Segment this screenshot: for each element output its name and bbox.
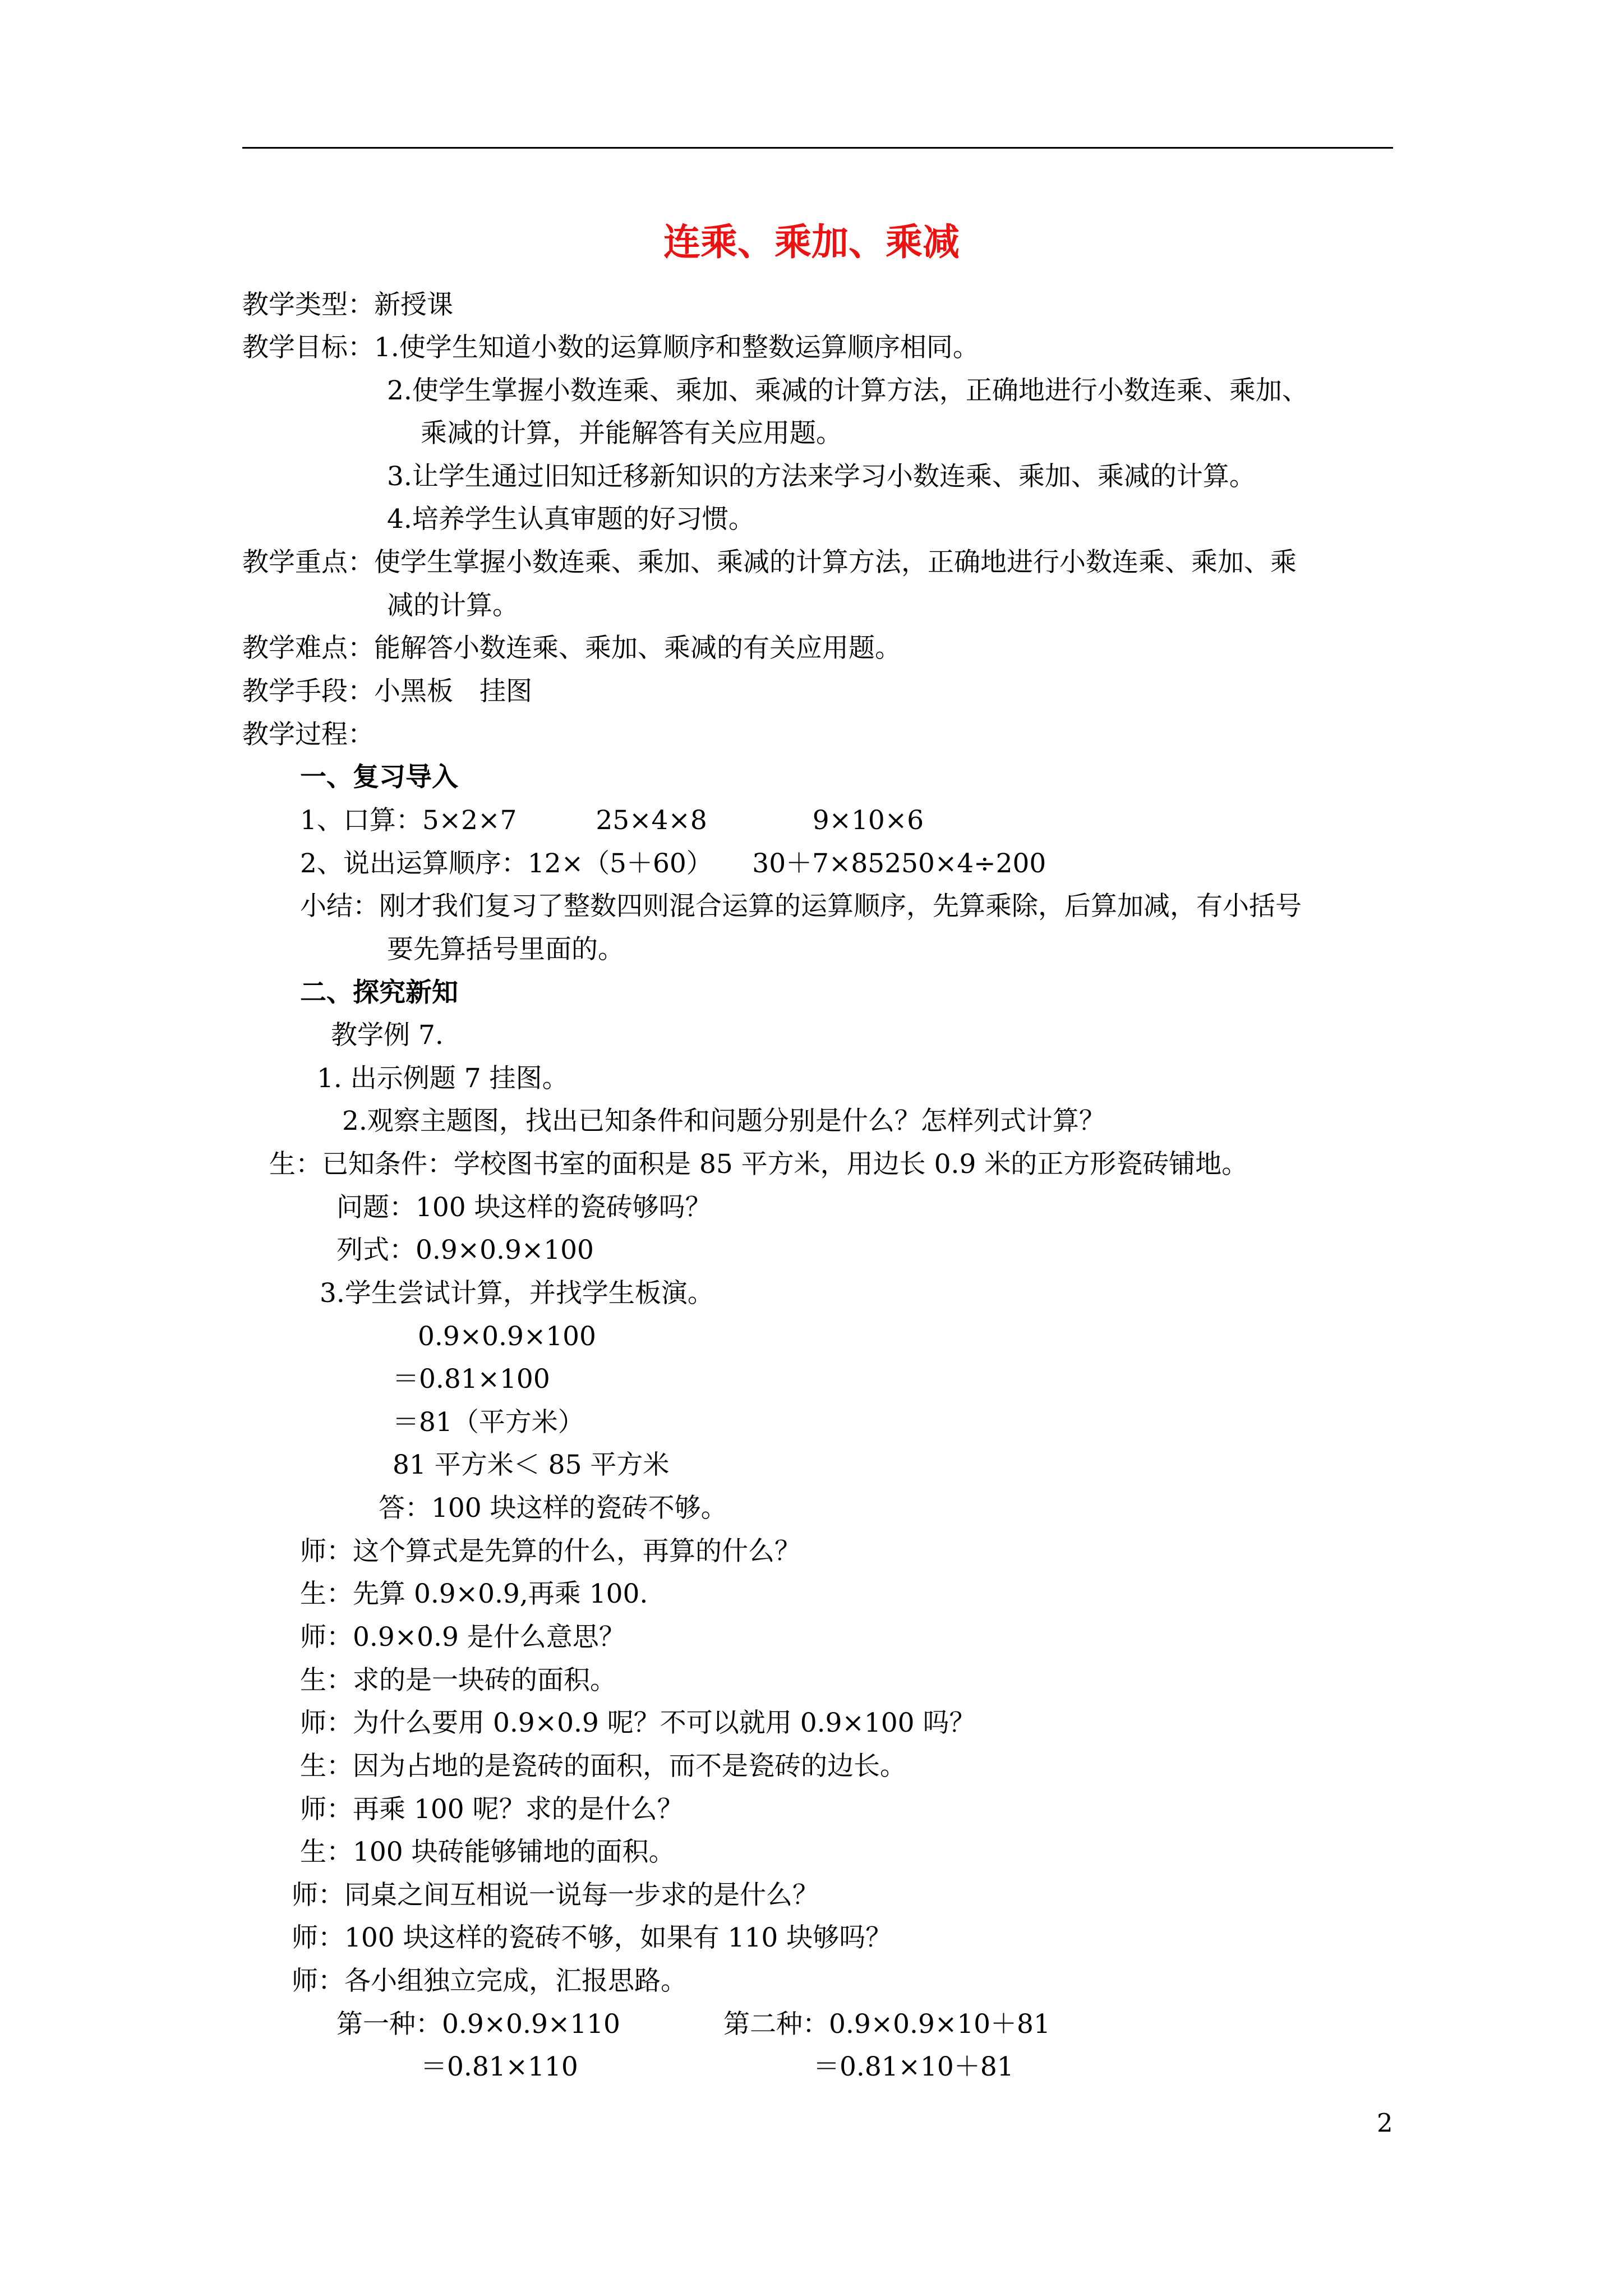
dialog-9: 师：同桌之间互相说一说每一步求的是什么？ xyxy=(292,1880,819,1911)
step-1: 1. 出示例题 7 挂图。 xyxy=(317,1063,569,1094)
summary: 小结：刚才我们复习了整数四则混合运算的运算顺序，先算乘除，后算加减，有小括号 xyxy=(300,891,1302,922)
header-rule xyxy=(242,147,1393,149)
teaching-process: 教学过程： xyxy=(242,719,374,750)
calc-line-3: ＝81（平方米） xyxy=(393,1407,584,1438)
known-condition: 生：已知条件：学校图书室的面积是 85 平方米，用边长 0.9 米的正方形瓷砖铺地。 xyxy=(269,1149,1248,1180)
dialog-10: 师：100 块这样的瓷砖不够，如果有 110 块够吗？ xyxy=(292,1922,892,1953)
summary-cont: 要先算括号里面的。 xyxy=(387,934,624,965)
question: 问题：100 块这样的瓷砖够吗？ xyxy=(336,1192,712,1223)
dialog-1: 师：这个算式是先算的什么，再算的什么？ xyxy=(300,1536,801,1567)
key-point: 教学重点：使学生掌握小数连乘、乘加、乘减的计算方法，正确地进行小数连乘、乘加、乘 xyxy=(242,547,1297,578)
method-2: 第二种：0.9×0.9×10＋81 xyxy=(723,2009,1050,2040)
key-point-cont: 减的计算。 xyxy=(387,590,519,621)
teaching-type: 教学类型：新授课 xyxy=(242,289,453,320)
dialog-8: 生：100 块砖能够铺地的面积。 xyxy=(300,1837,675,1867)
review-order: 2、说出运算顺序：12×（5＋60） 30＋7×85250×4÷200 xyxy=(300,848,1046,879)
section-explore: 二、探究新知 xyxy=(300,977,458,1008)
dialog-4: 生：求的是一块砖的面积。 xyxy=(300,1665,616,1696)
teaching-means: 教学手段：小黑板 挂图 xyxy=(242,676,532,707)
step-3: 3.学生尝试计算，并找学生板演。 xyxy=(320,1278,714,1309)
goal-2: 2.使学生掌握小数连乘、乘加、乘减的计算方法，正确地进行小数连乘、乘加、 xyxy=(387,375,1308,406)
goal-3: 3.让学生通过旧知迁移新知识的方法来学习小数连乘、乘加、乘减的计算。 xyxy=(387,461,1256,492)
method-1-step: ＝0.81×110 xyxy=(421,2051,578,2082)
dialog-3: 师：0.9×0.9 是什么意思？ xyxy=(300,1622,625,1653)
dialog-5: 师：为什么要用 0.9×0.9 呢？不可以就用 0.9×100 吗？ xyxy=(300,1708,976,1738)
document-title: 连乘、乘加、乘减 xyxy=(663,220,960,264)
goal-2-cont: 乘减的计算，并能解答有关应用题。 xyxy=(421,418,842,449)
example-7: 教学例 7. xyxy=(331,1020,444,1051)
section-review: 一、复习导入 xyxy=(300,762,458,793)
calc-answer: 答：100 块这样的瓷砖不够。 xyxy=(379,1493,727,1524)
dialog-7: 师：再乘 100 呢？求的是什么？ xyxy=(300,1794,684,1825)
calc-line-2: ＝0.81×100 xyxy=(393,1364,550,1395)
method-2-step: ＝0.81×10＋81 xyxy=(813,2051,1014,2082)
difficult-point: 教学难点：能解答小数连乘、乘加、乘减的有关应用题。 xyxy=(242,633,901,664)
page-number: 2 xyxy=(1377,2108,1393,2138)
method-1: 第一种：0.9×0.9×110 xyxy=(336,2009,620,2040)
step-2: 2.观察主题图，找出已知条件和问题分别是什么？怎样列式计算？ xyxy=(342,1106,1105,1137)
dialog-11: 师：各小组独立完成，汇报思路。 xyxy=(292,1966,687,1996)
calc-line-1: 0.9×0.9×100 xyxy=(418,1321,596,1352)
dialog-6: 生：因为占地的是瓷砖的面积，而不是瓷砖的边长。 xyxy=(300,1751,906,1782)
dialog-2: 生：先算 0.9×0.9,再乘 100. xyxy=(300,1579,648,1609)
review-oral-calc: 1、口算：5×2×7 25×4×8 9×10×6 xyxy=(300,805,924,836)
calc-compare: 81 平方米＜ 85 平方米 xyxy=(393,1450,670,1480)
formula: 列式：0.9×0.9×100 xyxy=(336,1235,594,1266)
goal-1: 教学目标：1.使学生知道小数的运算顺序和整数运算顺序相同。 xyxy=(242,332,979,363)
goal-4: 4.培养学生认真审题的好习惯。 xyxy=(387,504,755,535)
